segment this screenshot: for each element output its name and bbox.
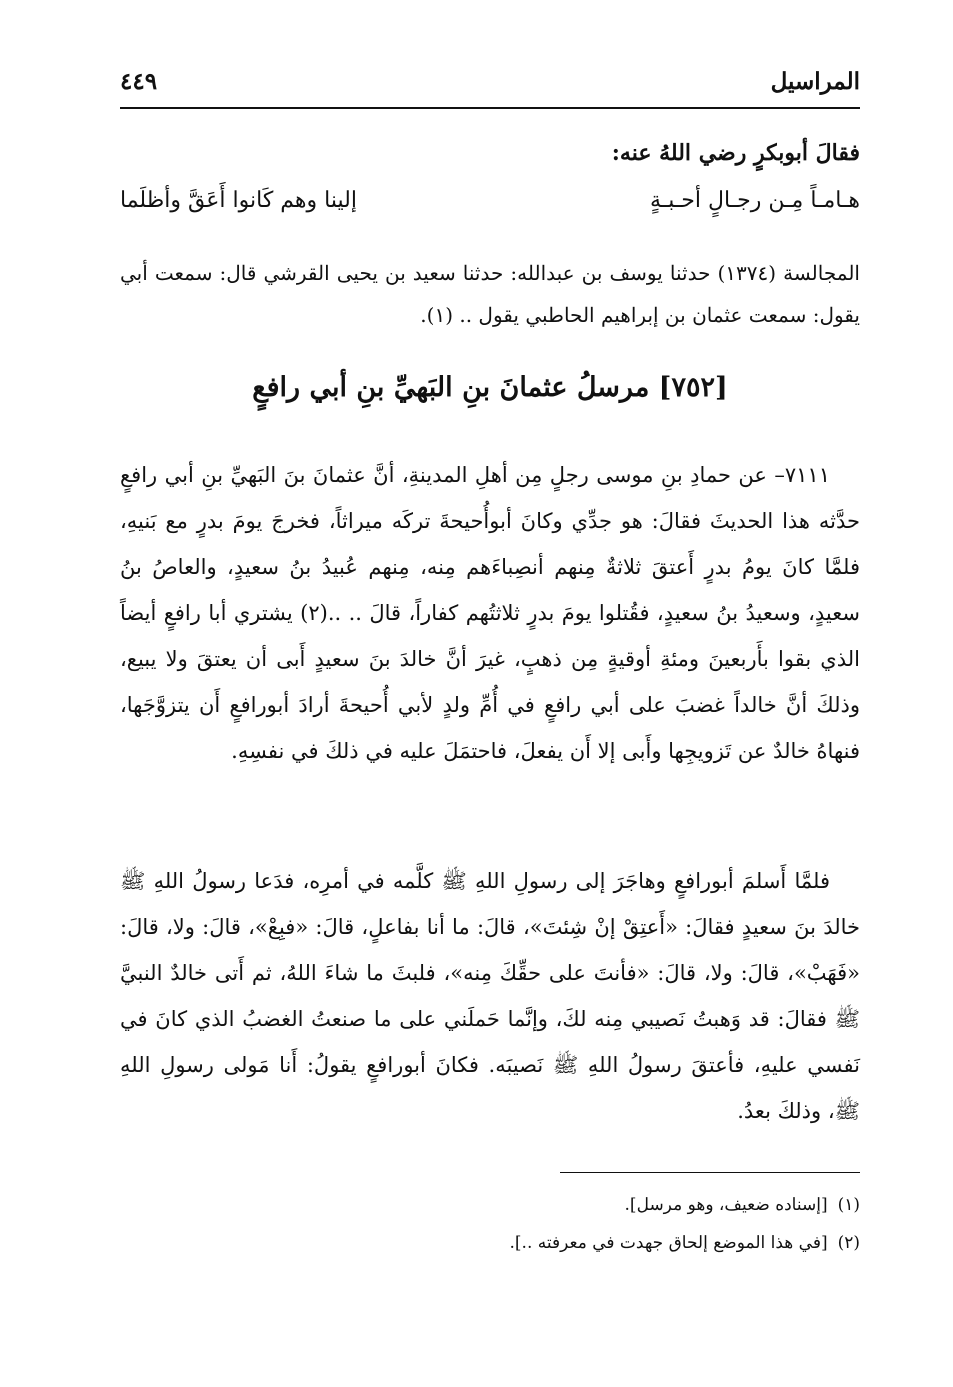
footnote-number: (٢): [837, 1233, 860, 1253]
footnote-number: (١): [837, 1195, 860, 1215]
footnote-2: [120, 1224, 860, 1262]
footnote-text: [إسناده ضعيف، وهو مرسل].: [624, 1195, 828, 1215]
footnote-divider: [560, 1172, 860, 1173]
source-reference: المجالسة (١٣٧٤) حدثنا يوسف بن عبدالله: حدثنا سعيد بن يحيى القرشي قال: سمعت أبي يقول: سمعت عثمان بن إبراهيم الحاطبي يقول .. (١).: [120, 261, 860, 327]
hadith-paragraph-1: ٧١١١– عن حمادِ بنِ موسى رجلٍ مِن أهلِ المدينةِ، أنَّ عثمانَ بنَ البَهيِّ بنِ أبي رافعٍ حدَّثه هذا الحديثَ فقالَ: هو جدِّي وكانَ أبوأُحيحةَ تركَه ميراثاً، فخرجَ يومَ بدرٍ مع بَنيهِ، فلمَّا كانَ يومُ بدرٍ أَعتقَ ثلاثةٌ مِنهم أنصِباءَهم مِنه، مِنهم عُبيدُ بنُ سعيدٍ، والعاصُ بنُ سعيدٍ، وسعيدُ بنُ سعيدٍ، فقُتلوا يومَ بدرٍ ثلاثتُهم كفاراً، قالَ .. ..(٢) يشتري أبا رافعٍ أيضاً الذي بقوا بأَربعينَ ومئةِ أوقيةٍ مِن ذهبٍ، غيرَ أنَّ خالدَ بنَ سعيدٍ أَبى أن يعتقَ ولا يبيع، وذلكَ أنَّ خالداً غضبَ على أبي رافعٍ في أُمِّ ولدٍ لأبي أُحيحةَ أرادَ أبورافعٍ أَن يتزوَّجَها، فنهاهُ خالدٌ عن تَزويجِها وأَبى إلا أَن يفعلَ، فاحتمَلَ عليه في ذلكَ في نفسِهِ.: [120, 463, 860, 763]
page-number: ٤٤٩: [120, 68, 158, 95]
header-divider: [120, 107, 860, 109]
book-page: [120, 0, 860, 1387]
intro-line: فقالَ أبوبكرٍ رضي اللهُ عنه:: [611, 140, 860, 166]
footnote-text: [في هذا الموضع إلحاق جهدت في معرفته ..].: [509, 1233, 828, 1253]
verse-second-hemistich: إلينا وهم كَانوا أَعَقَّ وأظلَما: [120, 188, 357, 213]
verse-first-hemistich: هـامـاً مِـن رجـالٍ أحـبـةٍ: [649, 188, 860, 213]
footnote-1: [120, 1186, 860, 1224]
page-header: [120, 66, 860, 100]
poetry-verse: [120, 188, 860, 228]
hadith-paragraph-2: فلمَّا أَسلمَ أبورافعٍ وهاجَرَ إلى رسولِ اللهِ ﷺ كلَّمه في أمرِه، فدَعا رسولُ اللهِ ﷺ خالدَ بنَ سعيدٍ فقالَ: «أَعتِقْ إنْ شِئتَ»، قالَ: ما أنا بفاعلٍ، قالَ: «فبِعْ»، قالَ: ولا، قالَ: «فَهَبْ»، قالَ: ولا، قالَ: «فأنتَ على حقِّكَ مِنه»، فلبثَ ما شاءَ اللهُ، ثم أَتى خالدٌ النبيَّ ﷺ فقالَ: قد وَهبتُ نَصيبي مِنه لكَ، وإنَّما حَملَني على ما صنعتُ الغضبُ الذي كانَ في نَفسي عليهِ، فأعتقَ رسولُ اللهِ ﷺ نَصيبَه. فكانَ أبورافعٍ يقولُ: أَنا مَولى رسولِ اللهِ ﷺ، وذلكَ بعدُ.: [120, 869, 860, 1123]
running-title: المراسيل: [770, 68, 860, 95]
footnotes: [120, 1186, 860, 1262]
section-title: [٧٥٢] مرسلُ عثمانَ بنِ البَهيِّ بنِ أبي رافعٍ: [252, 372, 728, 403]
